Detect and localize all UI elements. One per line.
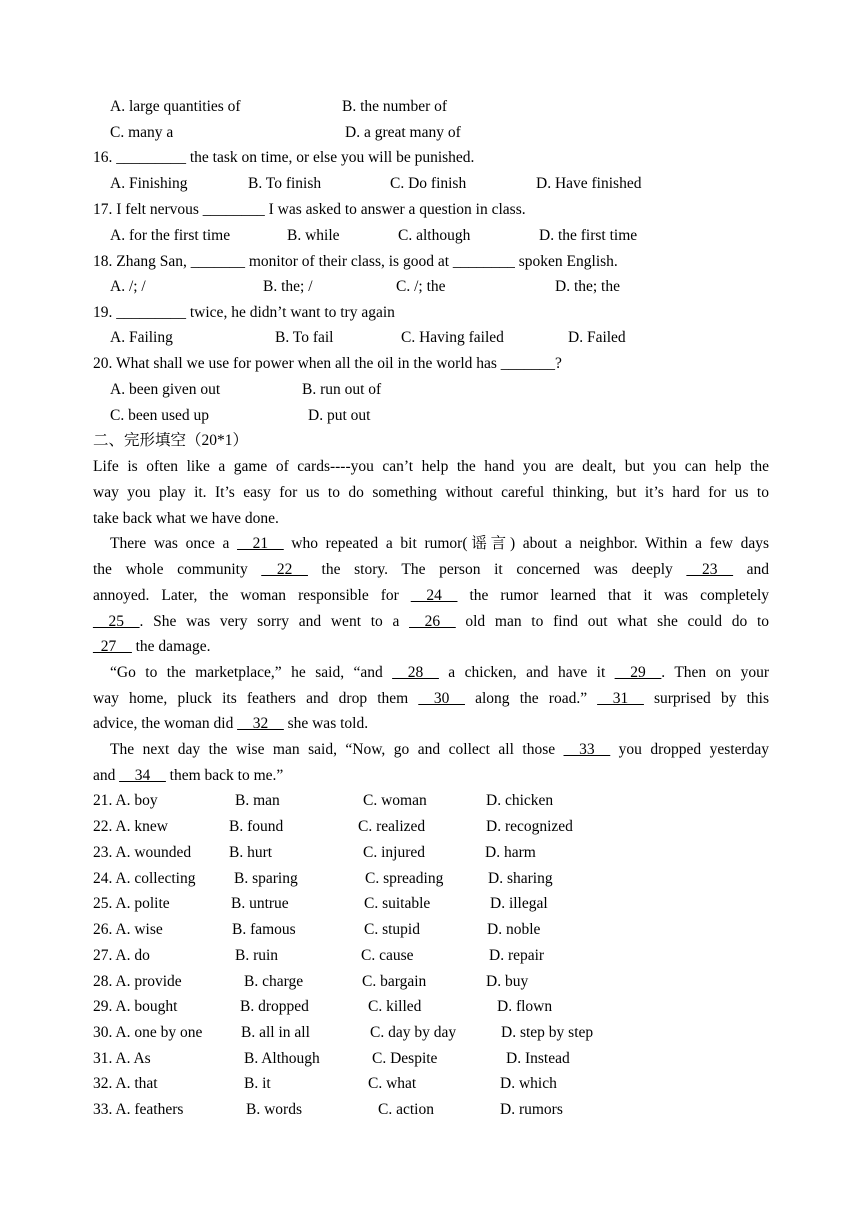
cloze-option-b: B. it (244, 1075, 271, 1092)
cloze-option-a: 29. A. bought (93, 998, 178, 1015)
cloze-option-c: C. suitable (364, 895, 431, 912)
blank-23: __23__ (686, 561, 733, 578)
passage-line: way you play it. It’s easy for us to do something without careful thinking, but it’s hard for us to (93, 484, 769, 501)
cloze-option-c: C. stupid (364, 921, 420, 938)
cloze-option-d: D. repair (489, 947, 545, 964)
option-c: C. Having failed (401, 329, 504, 346)
cloze-option-a: 24. A. collecting (93, 870, 196, 887)
cloze-option-d: D. harm (485, 844, 536, 861)
cloze-option-d: D. buy (486, 973, 529, 990)
passage-line: The next day the wise man said, “Now, go and collect all those __33__ you dropped yesterday (110, 741, 769, 758)
option-d: D. Have finished (536, 175, 642, 192)
blank-34: __34__ (119, 767, 166, 784)
cloze-option-c: C. killed (368, 998, 422, 1015)
cloze-option-b: B. man (235, 792, 280, 809)
blank-21: __21__ (237, 535, 284, 552)
cloze-option-a: 26. A. wise (93, 921, 163, 938)
cloze-option-b: B. ruin (235, 947, 279, 964)
cloze-option-d: D. step by step (501, 1024, 594, 1041)
q15-option-a: A. large quantities of (110, 98, 241, 115)
passage-line: Life is often like a game of cards----you can’t help the hand you are dealt, but you can help the (93, 458, 769, 475)
passage-line: There was once a __21__ who repeated a bit rumor(谣言) about a neighbor. Within a few days (110, 535, 769, 552)
q15-option-d: D. a great many of (345, 124, 461, 141)
cloze-option-c: C. woman (363, 792, 427, 809)
cloze-option-a: 33. A. feathers (93, 1101, 184, 1118)
blank-25: __25__ (93, 613, 140, 630)
cloze-option-a: 32. A. that (93, 1075, 158, 1092)
cloze-option-b: B. untrue (231, 895, 289, 912)
cloze-option-c: C. day by day (370, 1024, 457, 1041)
cloze-option-c: C. cause (361, 947, 414, 964)
option-a: A. /; / (110, 278, 146, 295)
option-a: A. Failing (110, 329, 173, 346)
cloze-option-a: 30. A. one by one (93, 1024, 203, 1041)
passage-line: take back what we have done. (93, 510, 279, 527)
cloze-option-d: D. rumors (500, 1101, 563, 1118)
blank-32: __32__ (237, 715, 284, 732)
question-stem: 20. What shall we use for power when all the oil in the world has _______? (93, 355, 562, 372)
cloze-option-c: C. bargain (362, 973, 427, 990)
option-d: D. the first time (539, 227, 638, 244)
blank-29: __29__ (614, 664, 662, 681)
option-b: B. while (287, 227, 340, 244)
cloze-option-c: C. spreading (365, 870, 444, 887)
blank-24: __24__ (410, 587, 458, 604)
blank-22: __22__ (261, 561, 308, 578)
cloze-option-a: 27. A. do (93, 947, 150, 964)
passage-line: __25__. She was very sorry and went to a __26__ old man to find out what she could do to (93, 613, 770, 630)
option-d: D. Failed (568, 329, 626, 346)
blank-31: __31__ (597, 690, 644, 707)
cloze-option-b: B. hurt (229, 844, 273, 861)
section-title: 二、完形填空（20*1） (93, 432, 249, 449)
cloze-option-a: 28. A. provide (93, 973, 182, 990)
cloze-option-a: 23. A. wounded (93, 844, 192, 861)
option-c: C. although (398, 227, 471, 244)
cloze-option-b: B. found (229, 818, 284, 835)
option-c: C. /; the (396, 278, 446, 295)
blank-27: _27__ (93, 638, 132, 655)
cloze-option-d: D. recognized (486, 818, 573, 835)
option-a: A. Finishing (110, 175, 188, 192)
passage-line: “Go to the marketplace,” he said, “and __28__ a chicken, and have it __29__. Then on your (110, 664, 770, 681)
cloze-option-c: C. action (378, 1101, 434, 1118)
cloze-option-a: 21. A. boy (93, 792, 158, 809)
question-stem: 16. _________ the task on time, or else you will be punished. (93, 149, 475, 166)
blank-28: __28__ (392, 664, 439, 681)
cloze-option-b: B. words (246, 1101, 302, 1118)
cloze-option-d: D. Instead (506, 1050, 570, 1067)
passage-line: and __34__ them back to me.” (93, 767, 284, 784)
cloze-option-a: 25. A. polite (93, 895, 170, 912)
option-c: C. been used up (110, 407, 210, 424)
cloze-option-c: C. Despite (372, 1050, 438, 1067)
cloze-option-a: 31. A. As (93, 1050, 151, 1067)
q15-option-c: C. many a (110, 124, 174, 141)
cloze-option-c: C. injured (363, 844, 425, 861)
passage-line: way home, pluck its feathers and drop them __30__ along the road.” __31__ surprised by this (93, 690, 770, 707)
cloze-option-b: B. charge (244, 973, 304, 990)
cloze-option-b: B. famous (232, 921, 296, 938)
blank-30: __30__ (418, 690, 465, 707)
cloze-option-a: 22. A. knew (93, 818, 168, 835)
blank-26: __26__ (409, 613, 456, 630)
cloze-option-b: B. all in all (241, 1024, 310, 1041)
cloze-option-d: D. illegal (490, 895, 548, 912)
question-stem: 17. I felt nervous ________ I was asked to answer a question in class. (93, 201, 526, 218)
cloze-option-d: D. which (500, 1075, 557, 1092)
option-a: A. been given out (110, 381, 221, 398)
passage-line: advice, the woman did __32__ she was told. (93, 715, 369, 732)
passage-line: annoyed. Later, the woman responsible for __24__ the rumor learned that it was completely (93, 587, 769, 604)
cloze-option-d: D. sharing (488, 870, 553, 887)
cloze-option-c: C. what (368, 1075, 417, 1092)
cloze-option-b: B. Although (244, 1050, 320, 1067)
cloze-option-c: C. realized (358, 818, 426, 835)
passage-line: the whole community __22__ the story. The person it concerned was deeply __23__ and (93, 561, 769, 578)
question-stem: 19. _________ twice, he didn’t want to try again (93, 304, 395, 321)
option-b: B. To fail (275, 329, 334, 346)
option-b: B. the; / (263, 278, 313, 295)
passage-line: _27__ the damage. (93, 638, 211, 655)
cloze-option-d: D. flown (497, 998, 553, 1015)
option-c: C. Do finish (390, 175, 467, 192)
cloze-option-b: B. dropped (240, 998, 309, 1015)
option-d: D. put out (308, 407, 371, 424)
option-d: D. the; the (555, 278, 620, 295)
q15-option-b: B. the number of (342, 98, 448, 115)
question-stem: 18. Zhang San, _______ monitor of their class, is good at ________ spoken English. (93, 253, 618, 270)
blank-33: __33__ (563, 741, 611, 758)
option-b: B. run out of (302, 381, 382, 398)
option-b: B. To finish (248, 175, 322, 192)
option-a: A. for the first time (110, 227, 231, 244)
cloze-option-d: D. noble (487, 921, 541, 938)
cloze-option-d: D. chicken (486, 792, 554, 809)
cloze-option-b: B. sparing (234, 870, 298, 887)
